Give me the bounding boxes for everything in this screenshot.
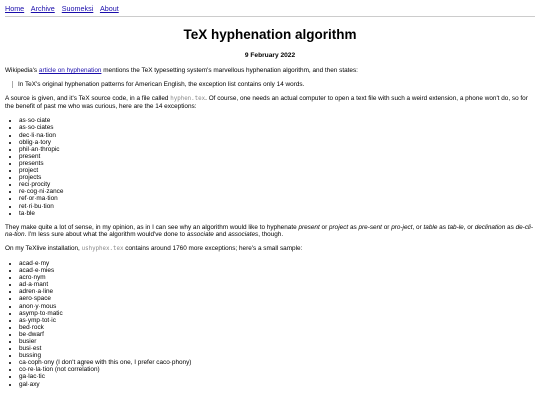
list-item: • dec·li·na·tion (19, 132, 535, 139)
sense-emphasis: associate (186, 230, 214, 238)
list-item: • adren·a·line (19, 288, 535, 295)
list-item: • ga·lac·tic (19, 373, 535, 380)
sense-text: as (348, 223, 359, 231)
sense-emphasis: pro-ject (391, 223, 413, 231)
source-text-post: . Of course, one needs an actual computer to open a text file with such a weird extension, a phone won't do, so for the benefit of past me who was curious, here are the 14 exceptions: (5, 95, 528, 111)
list-item: • as·so·ciate (19, 117, 535, 124)
list-item: • ret·ri·bu·tion (19, 203, 535, 210)
nav-home-link[interactable]: Home (5, 4, 25, 13)
sense-emphasis: associates (228, 230, 259, 238)
list-item: • asymp·to·matic (19, 310, 535, 317)
sense-text: as (437, 223, 448, 231)
post-date: 9 February 2022 (244, 52, 296, 59)
sense-text: or (319, 223, 329, 231)
list-item: • anon·y·mous (19, 303, 535, 310)
hyphen-tex-code: hyphen.tex (170, 96, 206, 103)
intro-text-post: mentions the TeX typesetting system's marvellous hyphenation algorithm, and then states: (101, 67, 358, 74)
list-item: • as·so·ciates (19, 124, 535, 131)
wikipedia-article-link[interactable]: article on hyphenation (38, 67, 102, 74)
list-item: • be·dwarf (19, 331, 535, 338)
sense-text: They make quite a lot of sense, in my opinion, as in I can see why an algorithm would like to hyphenate (5, 223, 299, 231)
sense-emphasis: present (298, 223, 320, 231)
page-title: TeX hyphenation algorithm (183, 27, 357, 42)
intro-paragraph (5, 67, 535, 74)
sense-text: , or (412, 223, 424, 231)
nav-suomeksi-link[interactable]: Suomeksi (61, 4, 94, 13)
list-item: • oblig·a·tory (19, 139, 535, 146)
sense-emphasis: de-cli-na-tion (5, 223, 533, 238)
list-item: • present (19, 153, 535, 160)
sense-emphasis: tab-le (447, 223, 464, 231)
list-item: • reci·procity (19, 181, 535, 188)
list-item: • project (19, 167, 535, 174)
sense-text: . I'm less sure about what the algorithm would've done to (24, 230, 187, 238)
sample-list (5, 260, 535, 388)
sense-paragraph (5, 224, 535, 238)
list-item: • co·re·la·tion (not correlation) (19, 366, 535, 373)
list-item: • bed·rock (19, 324, 535, 331)
sense-emphasis: declination (474, 223, 506, 231)
top-nav (5, 4, 124, 13)
list-item: • re·cog·ni·zance (19, 188, 535, 195)
list-item: • acad·e·mies (19, 267, 535, 274)
sense-text: or (381, 223, 392, 231)
article-body (5, 67, 535, 395)
blockquote: In TeX's original hyphenation patterns for American English, the exception list contains only 14 words. (12, 81, 535, 88)
list-item: • ta·ble (19, 210, 535, 217)
texlive-text-post: contains around 1760 more exceptions; here's a small sample: (123, 244, 303, 252)
list-item: • ca·coph·ony (I don't agree with this one, I prefer caco·phony) (19, 359, 535, 366)
sense-emphasis: pre-sent (358, 223, 382, 231)
nav-archive-link[interactable]: Archive (30, 4, 55, 13)
nav-divider (5, 16, 535, 17)
intro-text-pre: Wikipedia's (5, 67, 39, 74)
list-item: • phil·an·thropic (19, 146, 535, 153)
list-item: • acad·e·my (19, 260, 535, 267)
sense-text: , though. (258, 230, 284, 238)
texlive-text-pre: On my TeXlive installation, (5, 244, 82, 252)
list-item: • gal·axy (19, 381, 535, 388)
list-item: • as·ymp·tot·ic (19, 317, 535, 324)
list-item: • projects (19, 174, 535, 181)
source-text-pre: A source is given, and it's TeX source code, in a file called (5, 95, 171, 103)
texlive-paragraph (5, 245, 535, 253)
list-item: • presents (19, 160, 535, 167)
list-item: • ad·a·mant (19, 281, 535, 288)
ushyphex-tex-code: ushyphex.tex (81, 245, 124, 252)
list-item: • acro·nym (19, 274, 535, 281)
list-item: • busi·est (19, 345, 535, 352)
list-item: • bussing (19, 352, 535, 359)
list-item: • aero·space (19, 295, 535, 302)
sense-emphasis: table (423, 223, 438, 231)
nav-about-link[interactable]: About (99, 4, 119, 13)
list-item: • ref·or·ma·tion (19, 195, 535, 202)
exceptions-list (5, 117, 535, 216)
sense-emphasis: project (329, 223, 349, 231)
source-paragraph (5, 95, 535, 110)
sense-text: , or (463, 223, 475, 231)
list-item: • busier (19, 338, 535, 345)
sense-text: as (505, 223, 516, 231)
sense-text: and (213, 230, 229, 238)
